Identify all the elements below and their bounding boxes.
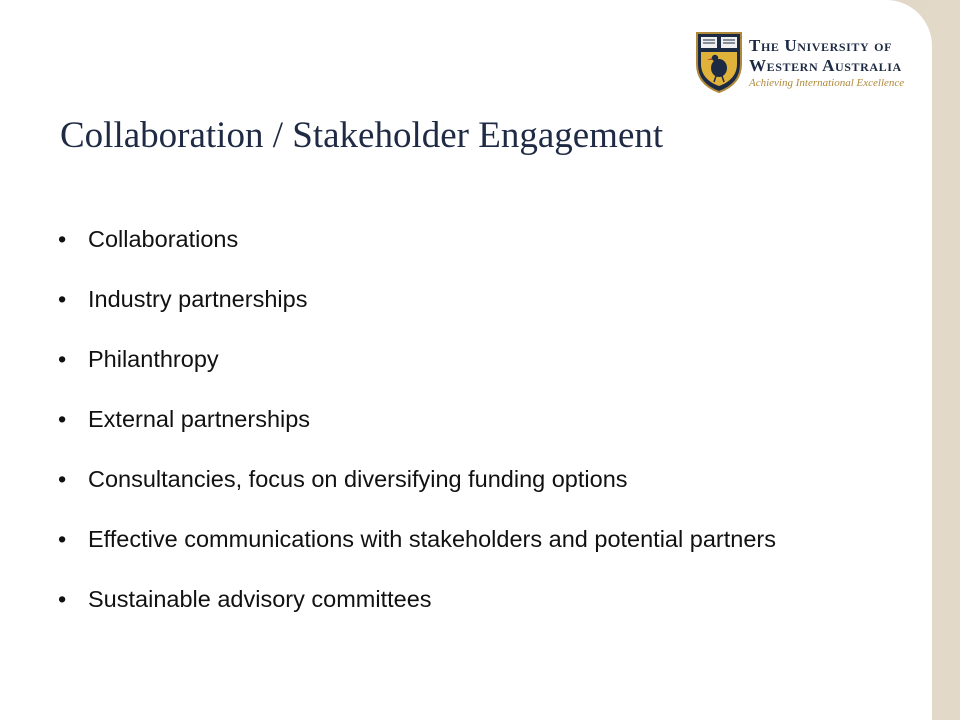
bullet-item: • Philanthropy	[58, 345, 858, 374]
bullet-item: • Effective communications with stakeholders and potential partners	[58, 525, 858, 554]
slide-title: Collaboration / Stakeholder Engagement	[60, 115, 664, 156]
logo-tagline: Achieving International Excellence	[749, 77, 905, 89]
bullet-item: • Collaborations	[58, 225, 858, 254]
university-crest-icon	[694, 30, 744, 94]
bullet-list	[58, 225, 858, 645]
logo-line-1: The University of	[749, 36, 893, 55]
bullet-item: • Industry partnerships	[58, 285, 858, 314]
university-logo	[694, 30, 904, 96]
bullet-item: • External partnerships	[58, 405, 858, 434]
logo-line-2: Western Australia	[749, 56, 902, 75]
bullet-item: • Sustainable advisory committees	[58, 585, 858, 614]
bullet-item: • Consultancies, focus on diversifying funding options	[58, 465, 858, 494]
